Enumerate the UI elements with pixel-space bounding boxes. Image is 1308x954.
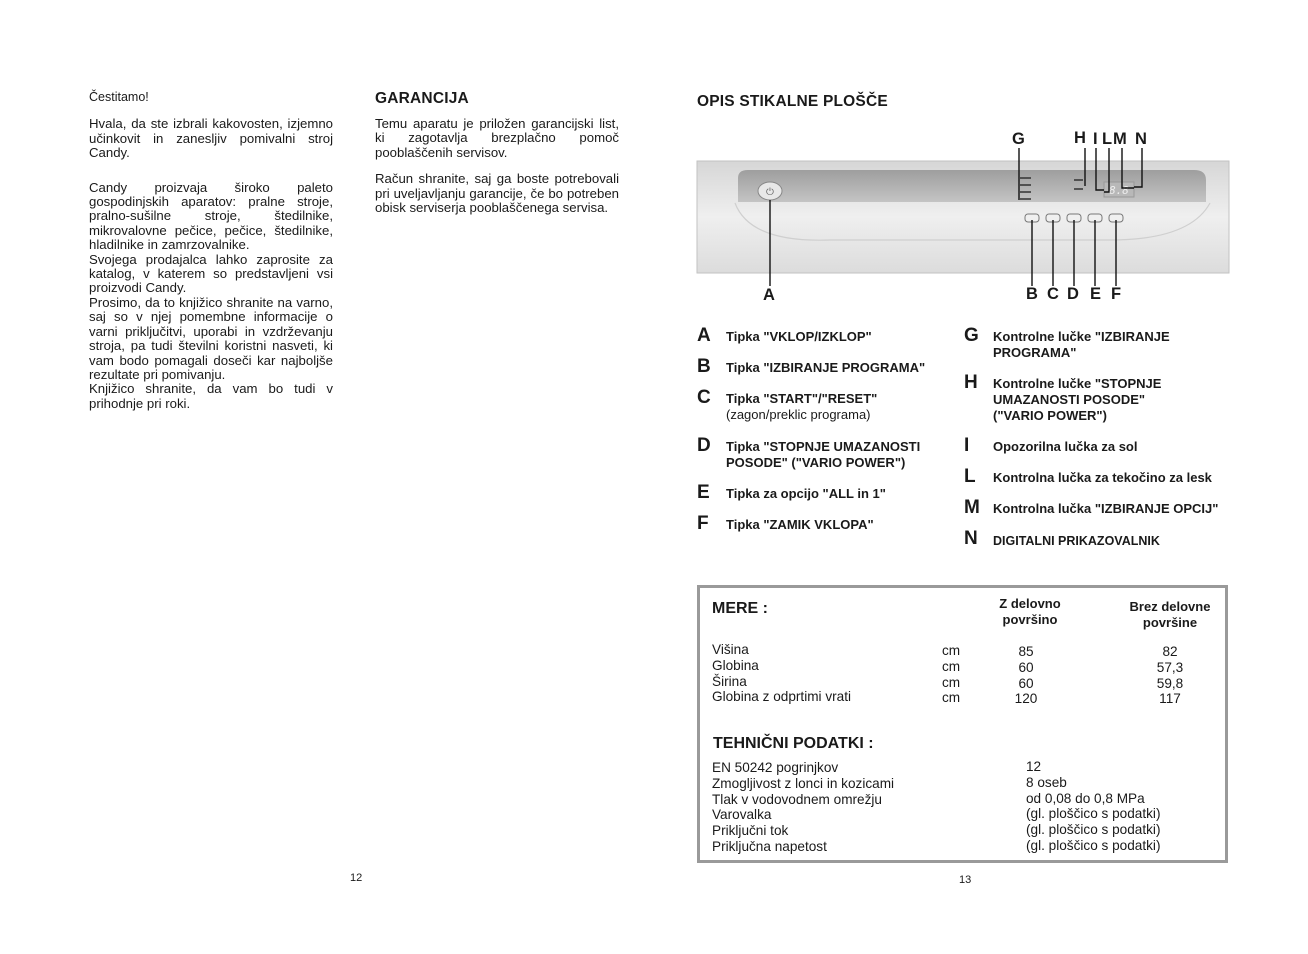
dimensions-title: MERE : [712,600,768,617]
warranty-paragraph: Račun shranite, saj ga boste potrebovali pri uveljavljanju garancije, če bo potreben obisk serviserja pooblaščenega servisa. [375,171,619,216]
label-e: E [1090,285,1102,303]
dimension-values-without [1140,644,1200,707]
tech-value: od 0,08 do 0,8 MPa [1026,790,1145,806]
greeting: Čestitamo! [89,90,149,104]
tech-value: 8 oseb [1026,774,1067,790]
dimension-unit: cm [942,643,961,658]
intro-paragraph: Candy proizvaja široko paleto gospodinjskih aparatov: pralne stroje, pralno-sušilne stroje, štedilnike, mikrovalovne pečice, pečice, štedilnike, hladilnike in zamrzovalnike. [89,179,333,253]
intro-paragraph: Prosimo, da to knjižico shranite na varno, saj so v njej pomembne informacije o varni priključitvi, uporabi in vzdrževanju stroja, pa tudi številni koristni nasveti, ki vam bodo pomagali doseči kar najboljše rezultate pri pomivanju. [89,294,333,382]
legend-item: Tipka za opcijo "ALL in 1" [726,486,886,501]
dimension-label: Širina [712,673,747,689]
spec-box [697,585,1228,863]
label-d: D [1067,285,1079,303]
dimension-units [942,643,960,706]
tech-values [1026,759,1160,854]
label-f: F [1111,285,1122,303]
legend-item-text: Tipka "START"/"RESET" [726,391,878,406]
intro-column [89,90,333,411]
warranty-title: GARANCIJA [375,90,469,107]
label-m: M [1113,130,1127,148]
label-h: H [1074,129,1086,147]
label-g: G [1012,130,1025,148]
dimension-label: Globina z odprtimi vrati [712,689,852,705]
legend-letter: E [697,482,710,503]
legend-letter: B [697,356,711,377]
dimension-label: Globina [712,657,759,673]
label-l: L [1102,130,1113,148]
intro-paragraph: Hvala, da ste izbrali kakovosten, izjemno učinkovit in zanesljiv pomivalni stroj Candy. [89,116,333,161]
legend-item: Kontrolna lučka "IZBIRANJE OPCIJ" [993,501,1219,516]
dimension-labels [712,642,851,705]
tech-labels [712,760,894,855]
label-i: I [1093,130,1098,148]
col-header-with-worktop: Z delovno površino [999,596,1061,627]
svg-text:⏻: ⏻ [766,187,774,198]
tech-label: EN 50242 pogrinjkov [712,760,839,775]
tech-value: (gl. ploščico s podatki) [1026,822,1161,838]
legend-item: Kontrolna lučka za tekočino za lesk [993,470,1212,485]
warranty-paragraph: Temu aparatu je priložen garancijski list, ki zagotavlja brezplačno pomoč pooblaščenih servisov. [375,116,619,160]
dimension-value: 59,8 [1156,675,1184,691]
warranty-body [375,117,619,215]
page-number: 13 [959,874,972,886]
dimension-unit: cm [942,690,961,706]
page-number: 12 [350,872,363,884]
tech-title: TEHNIČNI PODATKI : [713,735,874,752]
legend-letter: D [697,435,711,456]
tech-label: Priključni tok [712,823,789,839]
tech-value: (gl. ploščico s podatki) [1026,806,1161,822]
label-b: B [1026,285,1038,303]
label-a: A [763,286,775,304]
legend-item: Kontrolne lučke "IZBIRANJE PROGRAMA" [993,329,1170,360]
legend-item: Tipka "IZBIRANJE PROGRAMA" [726,360,926,375]
legend-item: DIGITALNI PRIKAZOVALNIK [993,534,1160,548]
dimension-value: 57,3 [1156,659,1184,675]
dimension-value: 117 [1159,691,1181,707]
dimension-value: 60 [1018,675,1034,691]
dimension-value: 82 [1162,644,1178,659]
legend-item-subtext: (zagon/preklic programa) [726,407,871,422]
tech-label: Priključna napetost [712,838,827,854]
legend-item: Opozorilna lučka za sol [993,439,1138,454]
control-strip [738,170,1206,202]
legend-letter: N [964,528,978,549]
legend-letter: G [964,325,979,346]
dimension-value: 85 [1018,644,1034,659]
tech-label: Tlak v vodovodnem omrežju [712,791,882,807]
dimension-unit: cm [942,674,961,690]
tech-label: Varovalka [712,807,772,823]
legend-letter: L [964,466,976,487]
panel-title: OPIS STIKALNE PLOŠČE [697,93,888,110]
intro-paragraph: Knjižico shranite, da vam bo tudi v prihodnje pri roki. [89,381,333,411]
intro-paragraph: Svojega prodajalca lahko zaprosite za katalog, v katerem so predstavljeni vsi proizvodi Candy. [89,251,333,296]
display-digits: 8.8 [1109,184,1129,197]
legend-item: Tipka "STOPNJE UMAZANOSTI POSODE" ("VARIO POWER") [726,439,921,470]
tech-value: (gl. ploščico s podatki) [1026,837,1161,853]
legend-letter: H [964,372,978,393]
legend-letter: A [697,325,711,346]
legend-item: Tipka "VKLOP/IZKLOP" [726,329,872,344]
dimension-unit: cm [942,658,961,674]
legend-item [726,391,877,423]
legend-item: Tipka "ZAMIK VKLOPA" [726,517,874,532]
legend-letter: C [697,387,711,408]
dimension-value: 120 [1014,691,1038,707]
tech-value: 12 [1026,759,1042,774]
dimension-value: 60 [1018,659,1034,675]
tech-label: Zmogljivost z lonci in kozicami [712,775,895,791]
col-header-without-worktop: Brez delovne površine [1129,599,1211,630]
legend-letter: F [697,513,709,534]
label-c: C [1047,285,1059,303]
dimension-label: Višina [712,642,749,657]
control-panel-diagram [690,148,1238,288]
label-n: N [1135,130,1147,148]
legend-letter: I [964,435,970,456]
legend-item: Kontrolne lučke "STOPNJE UMAZANOSTI POSODE" ("VARIO POWER") [993,376,1162,423]
dimension-values-with [1000,644,1052,707]
legend-letter: M [964,497,980,518]
